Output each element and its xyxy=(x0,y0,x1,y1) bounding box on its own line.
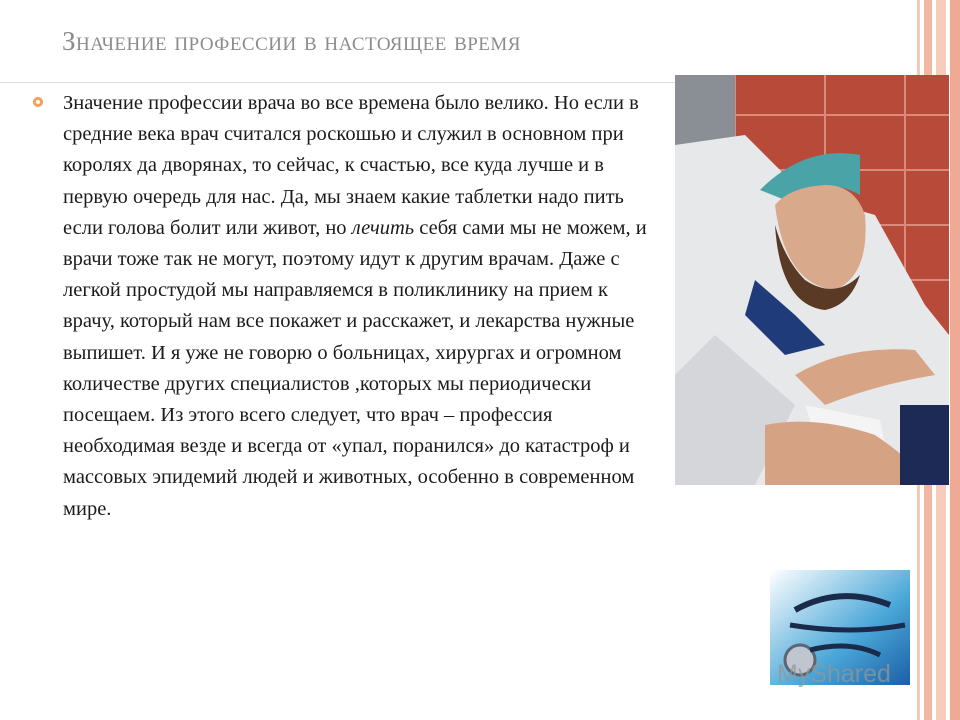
bullet-icon xyxy=(33,97,43,107)
paragraph-part-1: Значение профессии врача во все времена было велико. Но если в средние века врач считался роскошью и служил в основном при королях да дворянах, то сейчас, к счастью, все куда лучше и в первую очередь для нас. Да, мы знаем какие таблетки надо пить если голова болит или живот, но xyxy=(63,92,639,239)
paragraph-part-2: себя сами мы не можем, и врачи тоже так не могут, поэтому идут к другим врачам. Даже с легкой простудой мы направляемся в поликлинику на прием к врачу, который нам все покажет и расскажет, и лекарства нужные выпишет. И я уже не говорю о больницах, хирургах и огромном количестве других специалистов ,которых мы периодически посещаем. Из этого всего следует, что врач – профессия необходимая везде и всегда от «упал, поранился» до катастроф и массовых эпидемий людей и животных, особенно в современном мире. xyxy=(63,216,647,520)
slide-title: Значение профессии в настоящее время xyxy=(62,26,521,56)
doctor-photo xyxy=(675,75,949,485)
stripe xyxy=(950,0,960,720)
slide-paragraph xyxy=(63,88,661,525)
paragraph-italic-word: лечить xyxy=(351,216,415,239)
doctor-bandaging-foot-photo-icon xyxy=(675,75,949,485)
watermark: MyShared xyxy=(777,660,891,688)
